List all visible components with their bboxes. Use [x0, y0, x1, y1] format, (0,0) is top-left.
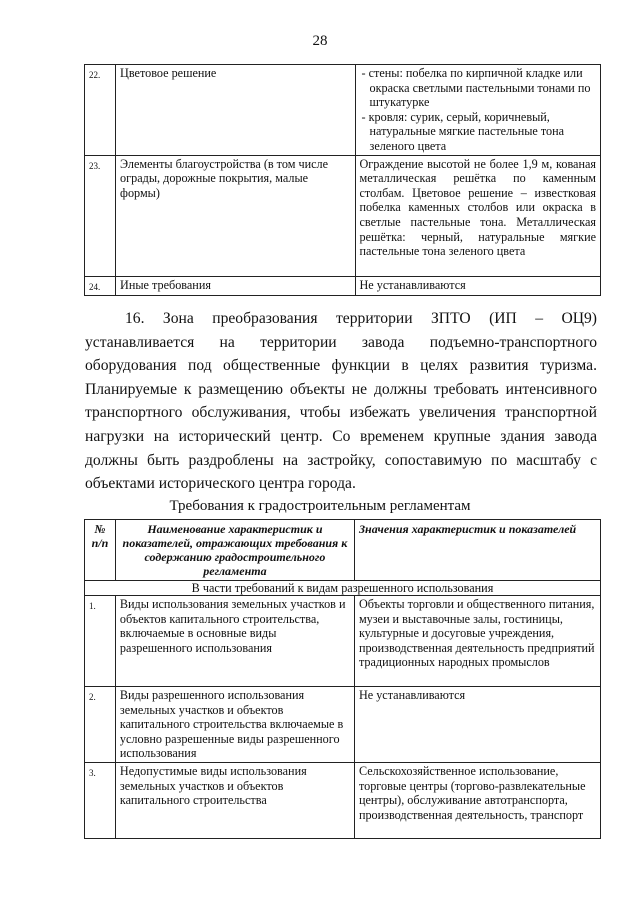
paragraph-body: устанавливается на территории завода подъемно-транспортного оборудования под общественные функции в целях развития туризма. Планируемые к размещению объекты не должны требовать интенсивного транспортного обслуживания, чтобы избежать увеличения транспортной нагрузки на исторический центр. Со временем крупные здания завода должны быть раздроблены на застройку, сопоставимую по масштабу с объектами исторического центра города.: [85, 333, 597, 493]
row-number: 3.: [85, 762, 116, 838]
header-name: Наименование характеристик и показателей, отражающих требования к содержанию градостроительного регламента: [115, 520, 354, 581]
row-number: 24.: [85, 276, 116, 296]
value-item: - стены: побелка по кирпичной кладке или окраска светлыми пастельными тонами по штукатурке: [361, 66, 591, 110]
value-item: - кровля: сурик, серый, коричневый, натуральные мягкие пастельные тона зеленого цвета: [361, 109, 565, 153]
header-number: № п/п: [85, 520, 116, 581]
zone-description-paragraph: [85, 307, 597, 496]
table-row: [85, 276, 601, 296]
header-value: Значения характеристик и показателей: [354, 520, 600, 581]
section-title: В части требований к видам разрешенного использования: [85, 581, 601, 596]
row-name: Элементы благоустройства (в том числе ограды, дорожные покрытия, малые формы): [116, 155, 355, 276]
row-value: Сельскохозяйственное использование, торговые центры (торгово-развлекательные центры), обслуживание автотранспорта, производственная деятельность, транспорт: [354, 762, 600, 838]
table-row: [85, 65, 601, 156]
row-name: Виды использования земельных участков и объектов капитального строительства, включаемые в основные виды разрешенного использования: [115, 596, 354, 687]
regulations-table: [84, 519, 601, 839]
table-row: [85, 596, 601, 687]
page-number: 28: [312, 33, 328, 49]
row-value: Объекты торговли и общественного питания, музеи и выставочные залы, гостиницы, культурные и досуговые учреждения, производственная деятельность предприятий традиционных народных промыслов: [354, 596, 600, 687]
table-row: [85, 762, 601, 838]
row-number: 23.: [85, 155, 116, 276]
paragraph-first-line: 16. Зона преобразования территории ЗПТО (ИП – ОЦ9): [125, 310, 597, 327]
table-row: [85, 687, 601, 763]
row-number: 22.: [85, 65, 116, 156]
row-number: 2.: [85, 687, 116, 763]
row-name: Недопустимые виды использования земельных участков и объектов капитального строительства: [115, 762, 354, 838]
table-caption: Требования к градостроительным регламентам: [169, 498, 471, 514]
row-value: [355, 65, 601, 156]
row-value: Ограждение высотой не более 1,9 м, кованая металлическая решётка по каменным столбам. Цветовое решение – известковая побелка каменных столбов или окраска в светлые пастельные тона. Металлическая решётка: черный, натуральные мягкие пастельные тона зеленого цвета: [355, 155, 601, 276]
section-row: [85, 581, 601, 596]
requirements-table-continued: [84, 64, 601, 296]
table-header-row: [85, 520, 601, 581]
row-value: Не устанавливаются: [355, 276, 601, 296]
row-value: Не устанавливаются: [354, 687, 600, 763]
row-number: 1.: [85, 596, 116, 687]
row-name: Иные требования: [116, 276, 355, 296]
row-name: Цветовое решение: [116, 65, 355, 156]
table-row: [85, 155, 601, 276]
row-name: Виды разрешенного использования земельных участков и объектов капитального строительства включаемые в условно разрешенные виды разрешенного использования: [115, 687, 354, 763]
